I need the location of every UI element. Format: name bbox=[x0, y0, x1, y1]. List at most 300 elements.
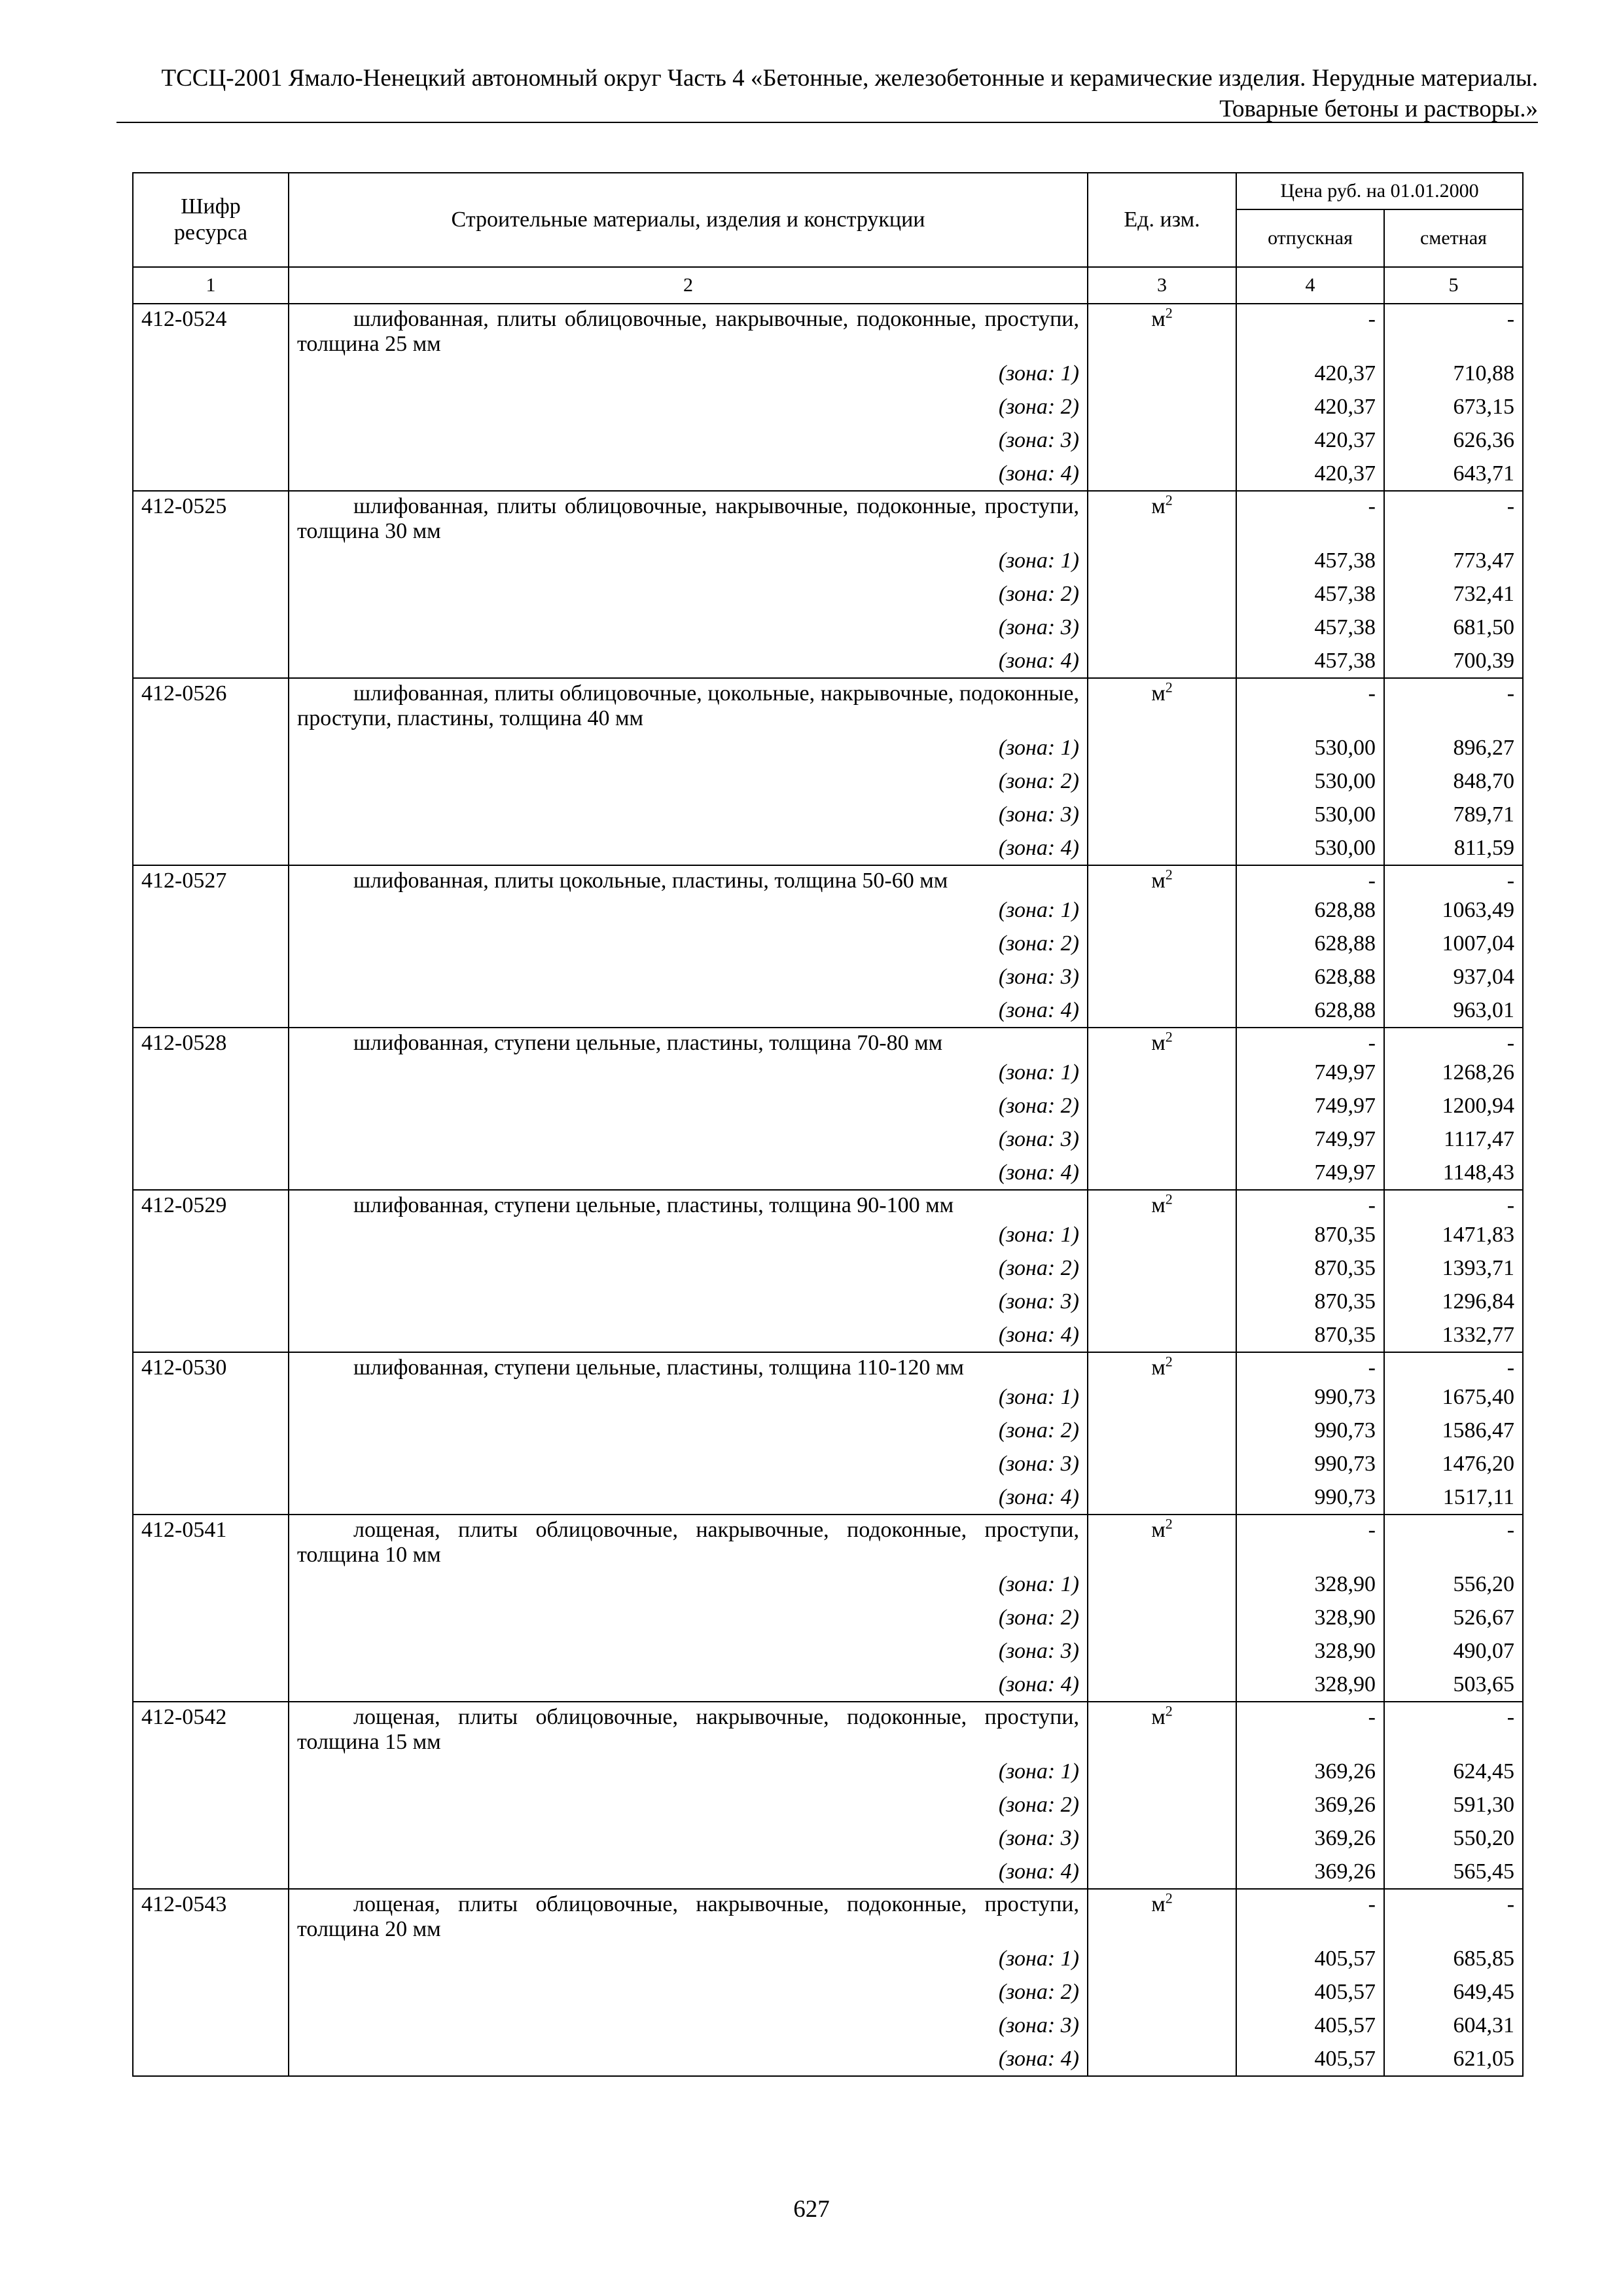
zone-row bbox=[133, 1480, 1523, 1515]
price-column-header: Цена руб. на 01.01.2000 bbox=[1236, 173, 1523, 209]
zone-release-price: 628,88 bbox=[1236, 893, 1384, 927]
unit-text: м bbox=[1151, 1705, 1166, 1729]
zone-row bbox=[133, 457, 1523, 491]
zone-label: (зона: 4) bbox=[289, 994, 1088, 1028]
empty-code-cell bbox=[133, 1251, 289, 1285]
zone-release-price: 405,57 bbox=[1236, 1942, 1384, 1975]
zone-estimate-price: 1517,11 bbox=[1384, 1480, 1523, 1515]
empty-code-cell bbox=[133, 1285, 289, 1318]
zone-estimate-price: 848,70 bbox=[1384, 764, 1523, 798]
empty-unit-cell bbox=[1088, 1975, 1236, 2009]
empty-code-cell bbox=[133, 1089, 289, 1122]
unit-power: 2 bbox=[1165, 866, 1173, 883]
empty-unit-cell bbox=[1088, 1156, 1236, 1190]
zone-label: (зона: 3) bbox=[289, 798, 1088, 831]
empty-unit-cell bbox=[1088, 544, 1236, 577]
empty-code-cell bbox=[133, 1942, 289, 1975]
zone-estimate-price: 503,65 bbox=[1384, 1668, 1523, 1702]
unit-text: м bbox=[1151, 1518, 1166, 1542]
unit-power: 2 bbox=[1165, 1353, 1173, 1370]
empty-code-cell bbox=[133, 1156, 289, 1190]
zone-row bbox=[133, 423, 1523, 457]
zone-label: (зона: 3) bbox=[289, 423, 1088, 457]
empty-code-cell bbox=[133, 1668, 289, 1702]
empty-unit-cell bbox=[1088, 611, 1236, 644]
unit-power: 2 bbox=[1165, 492, 1173, 509]
column-number: 3 bbox=[1088, 267, 1236, 304]
zone-row bbox=[133, 1122, 1523, 1156]
resource-row bbox=[133, 1028, 1523, 1056]
empty-unit-cell bbox=[1088, 1447, 1236, 1480]
zone-label: (зона: 4) bbox=[289, 1480, 1088, 1515]
empty-unit-cell bbox=[1088, 577, 1236, 611]
resource-row bbox=[133, 1889, 1523, 1942]
resource-row bbox=[133, 1352, 1523, 1380]
resource-description bbox=[289, 1515, 1088, 1568]
zone-row bbox=[133, 644, 1523, 678]
zone-label: (зона: 4) bbox=[289, 1668, 1088, 1702]
empty-unit-cell bbox=[1088, 994, 1236, 1028]
resource-description bbox=[289, 304, 1088, 357]
empty-code-cell bbox=[133, 1601, 289, 1634]
column-number: 1 bbox=[133, 267, 289, 304]
zone-label: (зона: 3) bbox=[289, 1122, 1088, 1156]
resource-description bbox=[289, 1352, 1088, 1380]
zone-release-price: 328,90 bbox=[1236, 1601, 1384, 1634]
release-price: - bbox=[1236, 304, 1384, 357]
release-price: - bbox=[1236, 865, 1384, 893]
unit-cell bbox=[1088, 865, 1236, 893]
empty-unit-cell bbox=[1088, 644, 1236, 678]
zone-estimate-price: 550,20 bbox=[1384, 1821, 1523, 1855]
zone-release-price: 990,73 bbox=[1236, 1447, 1384, 1480]
zone-estimate-price: 963,01 bbox=[1384, 994, 1523, 1028]
unit-power: 2 bbox=[1165, 1028, 1173, 1045]
estimate-price: - bbox=[1384, 1352, 1523, 1380]
description-text: шлифованная, плиты цокольные, пластины, толщина 50-60 мм bbox=[353, 869, 948, 893]
zone-release-price: 457,38 bbox=[1236, 544, 1384, 577]
zone-row bbox=[133, 731, 1523, 764]
release-price-header: отпускная bbox=[1236, 209, 1384, 267]
header-rule bbox=[116, 122, 1538, 123]
empty-unit-cell bbox=[1088, 1855, 1236, 1889]
unit-power: 2 bbox=[1165, 679, 1173, 696]
release-price: - bbox=[1236, 1702, 1384, 1755]
description-text: шлифованная, ступени цельные, пластины, толщина 90-100 мм bbox=[353, 1193, 954, 1217]
zone-estimate-price: 1063,49 bbox=[1384, 893, 1523, 927]
empty-unit-cell bbox=[1088, 457, 1236, 491]
description-text: лощеная, плиты облицовочные, накрывочные, подоконные, проступи, толщина 20 мм bbox=[297, 1892, 1079, 1941]
empty-code-cell bbox=[133, 1480, 289, 1515]
resource-code: 412-0541 bbox=[133, 1515, 289, 1568]
zone-label: (зона: 2) bbox=[289, 764, 1088, 798]
unit-cell bbox=[1088, 1352, 1236, 1380]
zone-estimate-price: 732,41 bbox=[1384, 577, 1523, 611]
unit-cell bbox=[1088, 1889, 1236, 1942]
resource-description bbox=[289, 1889, 1088, 1942]
zone-estimate-price: 811,59 bbox=[1384, 831, 1523, 865]
zone-label: (зона: 1) bbox=[289, 1218, 1088, 1251]
empty-unit-cell bbox=[1088, 423, 1236, 457]
zone-estimate-price: 1393,71 bbox=[1384, 1251, 1523, 1285]
release-price: - bbox=[1236, 678, 1384, 731]
description-text: лощеная, плиты облицовочные, накрывочные, подоконные, проступи, толщина 15 мм bbox=[297, 1705, 1079, 1754]
empty-code-cell bbox=[133, 423, 289, 457]
zone-estimate-price: 710,88 bbox=[1384, 357, 1523, 390]
zone-release-price: 328,90 bbox=[1236, 1568, 1384, 1601]
unit-cell bbox=[1088, 678, 1236, 731]
resource-description bbox=[289, 865, 1088, 893]
zone-label: (зона: 3) bbox=[289, 1634, 1088, 1668]
empty-code-cell bbox=[133, 831, 289, 865]
empty-unit-cell bbox=[1088, 1634, 1236, 1668]
zone-estimate-price: 773,47 bbox=[1384, 544, 1523, 577]
zone-label: (зона: 3) bbox=[289, 611, 1088, 644]
zone-release-price: 628,88 bbox=[1236, 927, 1384, 960]
empty-code-cell bbox=[133, 1318, 289, 1352]
zone-release-price: 457,38 bbox=[1236, 644, 1384, 678]
zone-label: (зона: 1) bbox=[289, 1380, 1088, 1414]
zone-release-price: 628,88 bbox=[1236, 960, 1384, 994]
description-text: лощеная, плиты облицовочные, накрывочные, подоконные, проступи, толщина 10 мм bbox=[297, 1518, 1079, 1567]
empty-unit-cell bbox=[1088, 893, 1236, 927]
zone-estimate-price: 1332,77 bbox=[1384, 1318, 1523, 1352]
zone-row bbox=[133, 2009, 1523, 2042]
zone-row bbox=[133, 893, 1523, 927]
zone-estimate-price: 624,45 bbox=[1384, 1755, 1523, 1788]
empty-code-cell bbox=[133, 1218, 289, 1251]
empty-code-cell bbox=[133, 731, 289, 764]
empty-unit-cell bbox=[1088, 1218, 1236, 1251]
empty-code-cell bbox=[133, 927, 289, 960]
zone-release-price: 405,57 bbox=[1236, 2042, 1384, 2076]
empty-code-cell bbox=[133, 960, 289, 994]
resource-description bbox=[289, 1028, 1088, 1056]
zone-estimate-price: 526,67 bbox=[1384, 1601, 1523, 1634]
resource-row bbox=[133, 1702, 1523, 1755]
zone-release-price: 369,26 bbox=[1236, 1821, 1384, 1855]
empty-code-cell bbox=[133, 994, 289, 1028]
zone-release-price: 530,00 bbox=[1236, 764, 1384, 798]
zone-label: (зона: 4) bbox=[289, 1318, 1088, 1352]
zone-release-price: 457,38 bbox=[1236, 611, 1384, 644]
zone-row bbox=[133, 831, 1523, 865]
empty-code-cell bbox=[133, 1414, 289, 1447]
column-number: 2 bbox=[289, 267, 1088, 304]
zone-label: (зона: 2) bbox=[289, 1414, 1088, 1447]
zone-estimate-price: 1675,40 bbox=[1384, 1380, 1523, 1414]
zone-release-price: 990,73 bbox=[1236, 1380, 1384, 1414]
zone-release-price: 990,73 bbox=[1236, 1414, 1384, 1447]
estimate-price: - bbox=[1384, 491, 1523, 544]
estimate-price: - bbox=[1384, 1702, 1523, 1755]
unit-cell bbox=[1088, 491, 1236, 544]
zone-label: (зона: 2) bbox=[289, 577, 1088, 611]
zone-release-price: 749,97 bbox=[1236, 1156, 1384, 1190]
empty-code-cell bbox=[133, 1975, 289, 2009]
empty-code-cell bbox=[133, 764, 289, 798]
empty-unit-cell bbox=[1088, 1318, 1236, 1352]
zone-row bbox=[133, 611, 1523, 644]
zone-row bbox=[133, 1821, 1523, 1855]
zone-estimate-price: 937,04 bbox=[1384, 960, 1523, 994]
zone-release-price: 530,00 bbox=[1236, 831, 1384, 865]
release-price: - bbox=[1236, 1352, 1384, 1380]
unit-cell bbox=[1088, 304, 1236, 357]
zone-release-price: 420,37 bbox=[1236, 457, 1384, 491]
unit-cell bbox=[1088, 1190, 1236, 1218]
unit-power: 2 bbox=[1165, 1890, 1173, 1907]
empty-unit-cell bbox=[1088, 1285, 1236, 1318]
zone-estimate-price: 604,31 bbox=[1384, 2009, 1523, 2042]
zone-estimate-price: 896,27 bbox=[1384, 731, 1523, 764]
zone-row bbox=[133, 357, 1523, 390]
empty-code-cell bbox=[133, 1788, 289, 1821]
zone-estimate-price: 789,71 bbox=[1384, 798, 1523, 831]
resource-description bbox=[289, 1190, 1088, 1218]
estimate-price: - bbox=[1384, 865, 1523, 893]
zone-label: (зона: 1) bbox=[289, 731, 1088, 764]
zone-row bbox=[133, 1855, 1523, 1889]
column-number-row bbox=[133, 267, 1523, 304]
resource-row bbox=[133, 865, 1523, 893]
zone-release-price: 369,26 bbox=[1236, 1855, 1384, 1889]
estimate-price-header: сметная bbox=[1384, 209, 1523, 267]
empty-unit-cell bbox=[1088, 1122, 1236, 1156]
zone-row bbox=[133, 1156, 1523, 1190]
zone-estimate-price: 649,45 bbox=[1384, 1975, 1523, 2009]
zone-label: (зона: 2) bbox=[289, 1975, 1088, 2009]
unit-text: м bbox=[1151, 307, 1166, 331]
empty-unit-cell bbox=[1088, 1251, 1236, 1285]
unit-power: 2 bbox=[1165, 1191, 1173, 1208]
zone-row bbox=[133, 1601, 1523, 1634]
column-number: 5 bbox=[1384, 267, 1523, 304]
zone-release-price: 749,97 bbox=[1236, 1122, 1384, 1156]
empty-unit-cell bbox=[1088, 2042, 1236, 2076]
zone-label: (зона: 3) bbox=[289, 2009, 1088, 2042]
zone-label: (зона: 1) bbox=[289, 357, 1088, 390]
zone-row bbox=[133, 390, 1523, 423]
empty-unit-cell bbox=[1088, 831, 1236, 865]
zone-estimate-price: 591,30 bbox=[1384, 1788, 1523, 1821]
unit-power: 2 bbox=[1165, 1702, 1173, 1719]
zone-release-price: 870,35 bbox=[1236, 1318, 1384, 1352]
empty-code-cell bbox=[133, 1122, 289, 1156]
zone-row bbox=[133, 1788, 1523, 1821]
resource-code: 412-0525 bbox=[133, 491, 289, 544]
zone-label: (зона: 4) bbox=[289, 2042, 1088, 2076]
zone-row bbox=[133, 1056, 1523, 1089]
empty-unit-cell bbox=[1088, 1480, 1236, 1515]
table-header bbox=[133, 173, 1523, 267]
empty-code-cell bbox=[133, 544, 289, 577]
zone-release-price: 628,88 bbox=[1236, 994, 1384, 1028]
zone-estimate-price: 673,15 bbox=[1384, 390, 1523, 423]
empty-code-cell bbox=[133, 457, 289, 491]
release-price: - bbox=[1236, 1515, 1384, 1568]
zone-label: (зона: 1) bbox=[289, 1942, 1088, 1975]
zone-label: (зона: 4) bbox=[289, 1855, 1088, 1889]
unit-power: 2 bbox=[1165, 1515, 1173, 1532]
empty-unit-cell bbox=[1088, 1056, 1236, 1089]
empty-code-cell bbox=[133, 1380, 289, 1414]
resource-code: 412-0527 bbox=[133, 865, 289, 893]
zone-release-price: 990,73 bbox=[1236, 1480, 1384, 1515]
description-text: шлифованная, плиты облицовочные, цокольные, накрывочные, подоконные, проступи, пластины, толщина 40 мм bbox=[297, 681, 1079, 730]
zone-row bbox=[133, 1218, 1523, 1251]
unit-text: м bbox=[1151, 681, 1166, 706]
zone-label: (зона: 4) bbox=[289, 1156, 1088, 1190]
zone-estimate-price: 556,20 bbox=[1384, 1568, 1523, 1601]
zone-row bbox=[133, 1380, 1523, 1414]
empty-code-cell bbox=[133, 577, 289, 611]
estimate-price: - bbox=[1384, 1515, 1523, 1568]
estimate-price: - bbox=[1384, 1028, 1523, 1056]
empty-unit-cell bbox=[1088, 927, 1236, 960]
zone-label: (зона: 4) bbox=[289, 831, 1088, 865]
zone-release-price: 369,26 bbox=[1236, 1788, 1384, 1821]
empty-unit-cell bbox=[1088, 1414, 1236, 1447]
zone-label: (зона: 2) bbox=[289, 1251, 1088, 1285]
empty-code-cell bbox=[133, 1821, 289, 1855]
resource-code: 412-0543 bbox=[133, 1889, 289, 1942]
zone-row bbox=[133, 1318, 1523, 1352]
empty-code-cell bbox=[133, 644, 289, 678]
empty-code-cell bbox=[133, 390, 289, 423]
zone-release-price: 405,57 bbox=[1236, 2009, 1384, 2042]
description-text: шлифованная, ступени цельные, пластины, толщина 110-120 мм bbox=[353, 1355, 964, 1380]
resource-code: 412-0530 bbox=[133, 1352, 289, 1380]
zone-label: (зона: 1) bbox=[289, 1568, 1088, 1601]
resource-description bbox=[289, 491, 1088, 544]
zone-row bbox=[133, 960, 1523, 994]
empty-unit-cell bbox=[1088, 1601, 1236, 1634]
empty-code-cell bbox=[133, 357, 289, 390]
zone-estimate-price: 626,36 bbox=[1384, 423, 1523, 457]
empty-unit-cell bbox=[1088, 731, 1236, 764]
estimate-price: - bbox=[1384, 678, 1523, 731]
empty-code-cell bbox=[133, 1855, 289, 1889]
zone-release-price: 870,35 bbox=[1236, 1218, 1384, 1251]
unit-text: м bbox=[1151, 1031, 1166, 1055]
table-body bbox=[133, 267, 1523, 2076]
empty-code-cell bbox=[133, 2042, 289, 2076]
release-price: - bbox=[1236, 491, 1384, 544]
resource-code: 412-0529 bbox=[133, 1190, 289, 1218]
resource-row bbox=[133, 1515, 1523, 1568]
page-header bbox=[116, 63, 1538, 124]
zone-label: (зона: 2) bbox=[289, 1788, 1088, 1821]
zone-estimate-price: 1007,04 bbox=[1384, 927, 1523, 960]
zone-release-price: 870,35 bbox=[1236, 1285, 1384, 1318]
zone-estimate-price: 490,07 bbox=[1384, 1634, 1523, 1668]
zone-estimate-price: 1471,83 bbox=[1384, 1218, 1523, 1251]
zone-row bbox=[133, 1089, 1523, 1122]
resource-row bbox=[133, 1190, 1523, 1218]
zone-row bbox=[133, 544, 1523, 577]
zone-label: (зона: 1) bbox=[289, 893, 1088, 927]
unit-cell bbox=[1088, 1028, 1236, 1056]
zone-estimate-price: 643,71 bbox=[1384, 457, 1523, 491]
zone-estimate-price: 1476,20 bbox=[1384, 1447, 1523, 1480]
empty-unit-cell bbox=[1088, 2009, 1236, 2042]
empty-code-cell bbox=[133, 1568, 289, 1601]
zone-row bbox=[133, 1668, 1523, 1702]
empty-unit-cell bbox=[1088, 1942, 1236, 1975]
resource-description bbox=[289, 678, 1088, 731]
zone-estimate-price: 1200,94 bbox=[1384, 1089, 1523, 1122]
resource-code: 412-0526 bbox=[133, 678, 289, 731]
description-text: шлифованная, плиты облицовочные, накрывочные, подоконные, проступи, толщина 30 мм bbox=[297, 494, 1079, 543]
zone-row bbox=[133, 1755, 1523, 1788]
zone-release-price: 870,35 bbox=[1236, 1251, 1384, 1285]
empty-code-cell bbox=[133, 611, 289, 644]
zone-estimate-price: 700,39 bbox=[1384, 644, 1523, 678]
empty-code-cell bbox=[133, 1447, 289, 1480]
zone-estimate-price: 565,45 bbox=[1384, 1855, 1523, 1889]
empty-code-cell bbox=[133, 1056, 289, 1089]
empty-unit-cell bbox=[1088, 1788, 1236, 1821]
resource-code: 412-0542 bbox=[133, 1702, 289, 1755]
zone-label: (зона: 2) bbox=[289, 390, 1088, 423]
unit-column-header: Ед. изм. bbox=[1088, 173, 1236, 267]
zone-label: (зона: 1) bbox=[289, 544, 1088, 577]
code-column-header: Шифр ресурса bbox=[133, 173, 289, 267]
empty-unit-cell bbox=[1088, 1668, 1236, 1702]
zone-row bbox=[133, 1251, 1523, 1285]
unit-text: м bbox=[1151, 869, 1166, 893]
empty-unit-cell bbox=[1088, 1821, 1236, 1855]
page-number: 627 bbox=[793, 2196, 830, 2223]
zone-release-price: 328,90 bbox=[1236, 1634, 1384, 1668]
empty-code-cell bbox=[133, 1634, 289, 1668]
unit-cell bbox=[1088, 1702, 1236, 1755]
empty-unit-cell bbox=[1088, 764, 1236, 798]
unit-power: 2 bbox=[1165, 304, 1173, 321]
zone-label: (зона: 3) bbox=[289, 960, 1088, 994]
zone-label: (зона: 3) bbox=[289, 1285, 1088, 1318]
zone-release-price: 457,38 bbox=[1236, 577, 1384, 611]
empty-unit-cell bbox=[1088, 1755, 1236, 1788]
zone-label: (зона: 2) bbox=[289, 1089, 1088, 1122]
zone-row bbox=[133, 764, 1523, 798]
unit-text: м bbox=[1151, 1892, 1166, 1916]
zone-release-price: 420,37 bbox=[1236, 423, 1384, 457]
name-column-header: Строительные материалы, изделия и конструкции bbox=[289, 173, 1088, 267]
empty-code-cell bbox=[133, 798, 289, 831]
zone-estimate-price: 685,85 bbox=[1384, 1942, 1523, 1975]
zone-label: (зона: 2) bbox=[289, 927, 1088, 960]
zone-row bbox=[133, 577, 1523, 611]
zone-row bbox=[133, 1285, 1523, 1318]
column-number: 4 bbox=[1236, 267, 1384, 304]
resource-row bbox=[133, 304, 1523, 357]
zone-release-price: 420,37 bbox=[1236, 357, 1384, 390]
resource-code: 412-0528 bbox=[133, 1028, 289, 1056]
zone-estimate-price: 1148,43 bbox=[1384, 1156, 1523, 1190]
zone-row bbox=[133, 1568, 1523, 1601]
zone-release-price: 530,00 bbox=[1236, 731, 1384, 764]
zone-label: (зона: 4) bbox=[289, 457, 1088, 491]
empty-unit-cell bbox=[1088, 798, 1236, 831]
release-price: - bbox=[1236, 1889, 1384, 1942]
unit-text: м bbox=[1151, 1355, 1166, 1380]
zone-estimate-price: 1268,26 bbox=[1384, 1056, 1523, 1089]
release-price: - bbox=[1236, 1028, 1384, 1056]
zone-row bbox=[133, 1447, 1523, 1480]
empty-unit-cell bbox=[1088, 1568, 1236, 1601]
